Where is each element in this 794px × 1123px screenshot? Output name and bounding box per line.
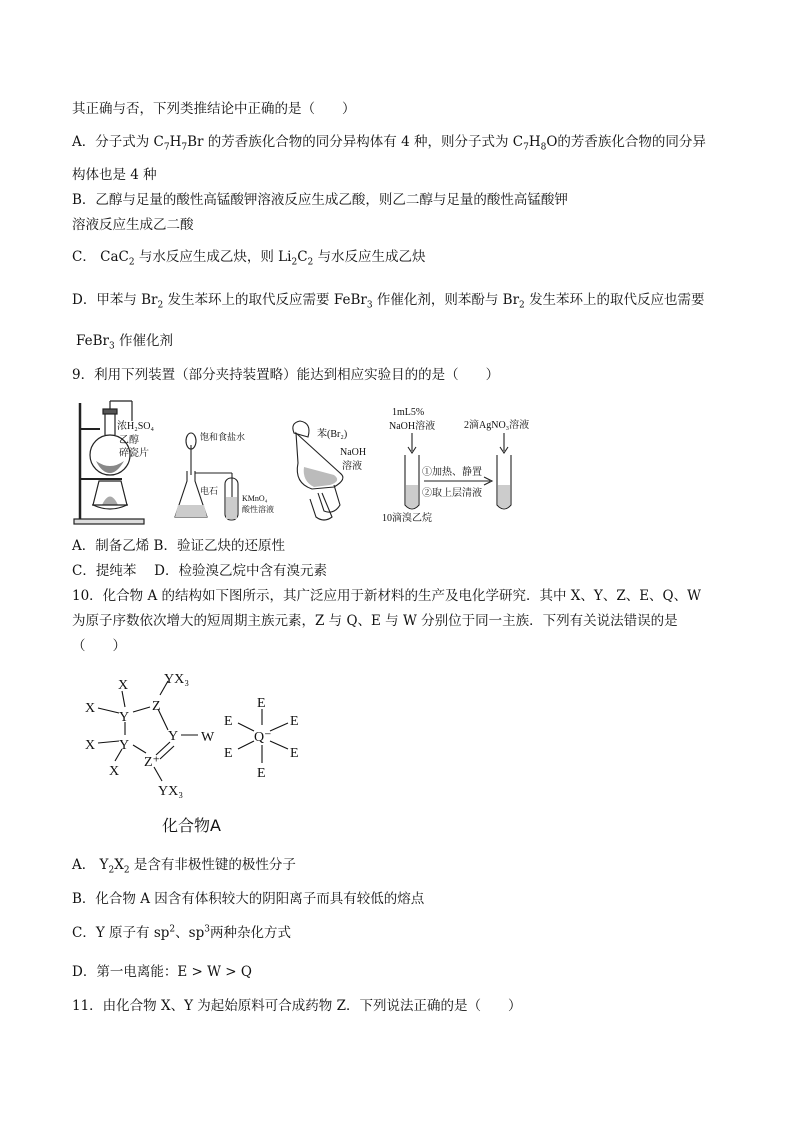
- q9-stem: 9．利用下列装置（部分夹持装置略）能达到相应实验目的的是（ ）: [72, 367, 500, 383]
- compound-a-svg: [82, 665, 322, 840]
- q10-option-a: A． $Y_2X_2$ 是含有非极性键的极性分子: [72, 857, 296, 876]
- atom-x-2: X: [85, 701, 96, 716]
- label-bromoethane: 10滴溴乙烷: [382, 513, 432, 524]
- label-kmno4-1: KMnO₄: [242, 494, 268, 503]
- q8-option-c: C． CaC$_2$ 与水反应生成乙炔，则 $Li_2C_2$ 与水反应生成乙炔: [72, 249, 426, 268]
- q10-stem-3: （ ）: [72, 638, 126, 654]
- q8-option-d-cont: FeBr$_3$ 作催化剂: [76, 333, 174, 352]
- label-agno3: 2滴AgNO₃溶液: [464, 420, 530, 431]
- label-naoh-1: NaOH: [340, 447, 367, 458]
- q9-options-line2: C．提纯苯 D．检验溴乙烷中含有溴元素: [72, 563, 327, 579]
- atom-y-right: Y: [168, 729, 179, 744]
- label-brine: 饱和食盐水: [200, 432, 246, 442]
- label-ethanol: 乙醇: [119, 435, 139, 446]
- q8-option-a: A．分子式为 $C_7H_7Br$ 的芳香族化合物的同分异构体有 4 种，则分子式为 $C_7H_8O$的芳香族化合物的同分异: [72, 134, 706, 153]
- q10-stem-1: 10．化合物 A 的结构如下图所示，其广泛应用于新材料的生产及电化学研究．其中 X、Y、Z、E、Q、W: [72, 588, 702, 604]
- q9-apparatus-figure: [72, 393, 542, 528]
- label-carbide: 电石: [200, 486, 219, 496]
- atom-x-3: X: [85, 738, 96, 753]
- q8-option-a-cont: 构体也是 4 种: [72, 167, 157, 183]
- label-kmno4-2: 酸性溶液: [242, 505, 274, 514]
- group-yx3-upper: YX₃: [164, 672, 190, 687]
- atom-w: W: [201, 730, 215, 745]
- q10-stem-2: 为原子序数依次增大的短周期主族元素，Z 与 Q、E 与 W 分别位于同一主族．下列有关说法错误的是: [72, 613, 678, 629]
- atom-e-bottom: E: [257, 766, 266, 781]
- label-naoh-solution: NaOH溶液: [389, 421, 436, 432]
- label-acid: 浓H₂SO₄: [117, 421, 154, 432]
- q10-option-c: C．Y 原子有 $sp^2$、$sp^3$两种杂化方式: [72, 924, 291, 941]
- atom-x-4: X: [109, 764, 120, 779]
- label-step1: ①加热、静置: [422, 467, 482, 478]
- atom-x-1: X: [118, 678, 129, 693]
- atom-e-top: E: [257, 696, 266, 711]
- apparatus-d: [382, 407, 529, 524]
- atom-e-right-down: E: [290, 746, 299, 761]
- atom-y-lower: Y: [119, 738, 130, 753]
- q8-option-d: D．甲苯与 $Br_2$ 发生苯环上的取代反应需要 FeBr$_3$ 作催化剂，则苯酚与 $Br_2$ 发生苯环上的取代反应也需要: [72, 292, 705, 311]
- label-benzene: 苯(Br₂): [317, 429, 348, 440]
- apparatus-b: [175, 431, 274, 520]
- atom-z-plus: Z⁺: [144, 755, 160, 770]
- q8-stem: 其正确与否，下列类推结论中正确的是（ ）: [72, 101, 356, 117]
- q10-option-d: D．第一电离能：E > W > Q: [72, 964, 252, 980]
- q11-stem: 11．由化合物 X、Y 为起始原料可合成药物 Z．下列说法正确的是（ ）: [72, 998, 522, 1014]
- apparatus-c: [293, 421, 366, 520]
- label-step2: ②取上层清液: [422, 488, 482, 499]
- compound-caption: 化合物A: [162, 816, 221, 835]
- atom-y-upper: Y: [119, 710, 130, 725]
- atom-e-left-down: E: [224, 746, 233, 761]
- group-yx3-lower: YX₃: [158, 784, 184, 799]
- label-naoh-2: 溶液: [342, 461, 362, 472]
- q9-apparatus-svg: [72, 393, 542, 528]
- q8-option-b-cont: 溶液反应生成乙二酸: [72, 217, 194, 233]
- q8-option-b: B．乙醇与足量的酸性高锰酸钾溶液反应生成乙酸，则乙二醇与足量的酸性高锰酸钾: [72, 192, 568, 208]
- atom-e-right-up: E: [290, 714, 299, 729]
- q9-options-line1: A．制备乙烯 B．验证乙炔的还原性: [72, 538, 285, 554]
- atom-z-upper: Z: [152, 699, 161, 714]
- q10-option-b: B．化合物 A 因含有体积较大的阴阳离子而具有较低的熔点: [72, 891, 425, 907]
- q10-compound-figure: [82, 665, 322, 840]
- label-1ml: 1mL5%: [392, 407, 425, 418]
- label-chips: 碎瓷片: [119, 448, 149, 459]
- atom-e-left-up: E: [224, 714, 233, 729]
- atom-q-minus: Q⁻: [254, 730, 272, 745]
- apparatus-a: [74, 401, 154, 524]
